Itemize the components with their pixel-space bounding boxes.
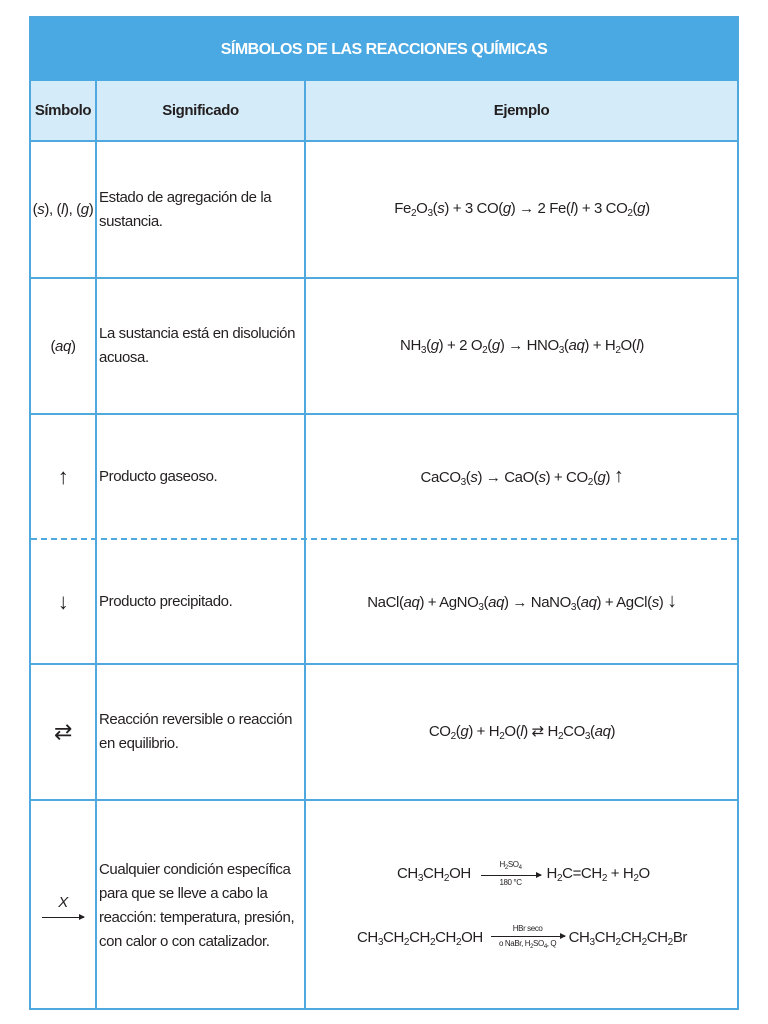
condition-arrow-icon — [31, 801, 95, 1010]
table-row — [31, 142, 737, 277]
example-equation: $Fe_2O_3(s) + 3$ CO(g) → 2 Fe(l) + 3 $CO_2(g)$ — [394, 200, 650, 219]
example-equation: CaCO$_3$(s) → $CaO(s) + CO_2(g)$ ↑ — [420, 465, 624, 488]
table-row — [31, 665, 737, 799]
header-symbol: Símbolo — [34, 102, 92, 119]
header-example: Ejemplo — [493, 102, 550, 119]
reversible-arrow-icon: ⇄ — [53, 719, 73, 744]
table-title: SÍMBOLOS DE LAS REACCIONES QUÍMICAS — [220, 40, 548, 58]
meaning-text: Estado de agregación de la sustancia. — [99, 188, 272, 230]
meaning-text: Producto precipitado. — [99, 592, 233, 610]
reaction-arrow: HBr seco o NaBr, $H_2SO_4$, Q — [491, 924, 565, 952]
arrow-condition-bottom: 180 °C — [499, 877, 522, 887]
table-title-bar — [31, 18, 737, 81]
meaning-text: Producto gaseoso. — [99, 467, 218, 485]
example-equation: $CH_3CH_2OH$ $\frac{H_2SO_4}{180 ^\circ C}$ $H_2C=CH_2 + H_2O$ — [396, 859, 650, 887]
condition-arrow-line — [42, 917, 84, 918]
example-equation: $NH_3(g) + 2$ $O_2(g) \to HNO_3(aq) + H_2O(l)$ — [400, 336, 644, 356]
down-arrow-icon: ↓ — [57, 588, 69, 614]
meaning-text: La sustancia está en disolución acuosa. — [99, 325, 296, 366]
condition-label: X — [58, 893, 68, 911]
table-row — [31, 540, 737, 663]
header-row — [31, 81, 737, 142]
up-arrow-icon: ↑ — [57, 463, 69, 489]
example-equation: NaCl(aq) + AgNO$_3$(aq) → NaNO$_3$(aq) + AgCl(s) ↓ — [367, 590, 677, 613]
table-row — [31, 801, 737, 1010]
reaction-arrow: $\frac{H_2SO_4}{180 ^\circ C}$ — [481, 860, 541, 888]
header-meaning: Significado — [162, 102, 239, 119]
example-equation: $CO_2(g) + H_2O(l)$ ⇄ $H_2CO_3(aq)$ — [428, 723, 616, 742]
table-row — [31, 415, 737, 538]
example-equations — [307, 801, 737, 1010]
table-row — [31, 279, 737, 413]
arrow-condition-top: HBr seco — [512, 923, 543, 933]
meaning-text: Cualquier condición específica para que se lleve a cabo la reacción: temperatura, presión, con calor o con catalizador. — [99, 860, 295, 950]
symbol-aqueous: ( aq ) — [50, 337, 76, 355]
meaning-text: Reacción reversible o reacción en equilibrio. — [99, 711, 293, 752]
chemical-symbols-table — [29, 16, 739, 1010]
example-equation: $CH_3CH_2CH_2CH_2OH$ HBr seco o NaBr, $H_2SO_4$, Q $CH_3CH_2CH_2CH_2Br$ — [356, 923, 688, 950]
symbol-state: ( s ), ( l ), ( g ) — [32, 201, 94, 218]
